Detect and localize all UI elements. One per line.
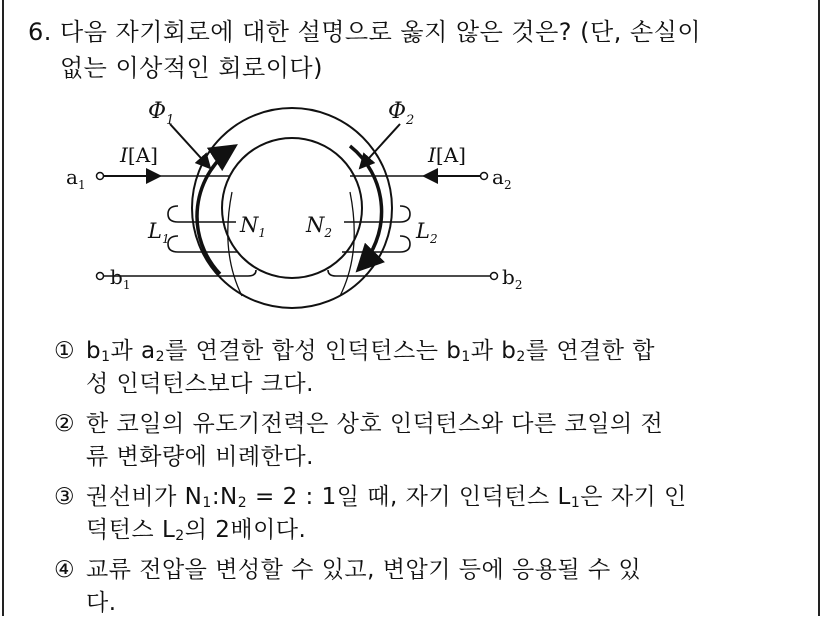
coil-right [328, 176, 490, 296]
terminal-b2 [491, 273, 498, 280]
option-3-number: ③ [54, 484, 76, 510]
label-L1: $L_1$ [148, 219, 170, 246]
phi1-pointer [170, 124, 210, 168]
label-phi2: $\Phi_2$ [388, 99, 415, 128]
option-4[interactable] [54, 554, 794, 620]
option-4-line-2: 다. [86, 590, 117, 616]
terminal-b1 [97, 273, 104, 280]
label-L2: $L_2$ [416, 219, 438, 246]
option-2-number: ② [54, 411, 76, 437]
option-1-line-1: $b_1$과 $a_2$를 연결한 합성 인덕턴스는 $b_1$과 $b_2$를 연결한 합 [86, 338, 656, 365]
label-N1: $N_1$ [240, 213, 267, 240]
core-inner-ring [222, 138, 362, 278]
option-3-line-1: 권선비가 $N_1:N_2 = 2$ : 1일 때, 자기 인덕턴스 $L_1$은 자기 인 [86, 484, 687, 511]
option-2[interactable] [54, 408, 794, 474]
label-a2: $a_2$ [492, 165, 512, 192]
option-3-line-2: 덕턴스 $L_2$의 2배이다. [86, 517, 307, 544]
option-2-line-1: 한 코일의 유도기전력은 상호 인덕턴스와 다른 코일의 전 [86, 411, 664, 437]
question-stem [28, 14, 798, 86]
option-1[interactable] [54, 335, 794, 401]
question-line-2: 없는 이상적인 회로이다) [60, 54, 323, 82]
label-a1: $a_1$ [66, 165, 86, 192]
label-N2: $N_2$ [306, 213, 333, 240]
option-4-number: ④ [54, 557, 76, 583]
label-phi1: $\Phi_1$ [148, 99, 175, 128]
option-2-line-2: 류 변화량에 비례한다. [86, 444, 314, 470]
terminal-a2 [481, 173, 488, 180]
label-b2: $b_2$ [502, 265, 523, 292]
option-1-line-2: 성 인덕턴스보다 크다. [86, 371, 314, 397]
option-1-number: ① [54, 338, 76, 364]
answer-options [54, 335, 794, 627]
label-b1: $b_1$ [110, 265, 131, 292]
option-4-line-1: 교류 전압을 변성할 수 있고, 변압기 등에 응용될 수 있 [86, 557, 642, 583]
option-3[interactable] [54, 481, 794, 547]
terminal-a1 [97, 173, 104, 180]
label-current-right: I[A] [428, 143, 466, 167]
question-line-1: 6. 다음 자기회로에 대한 설명으로 옳지 않은 것은? (단, 손실이 [28, 18, 702, 46]
magnetic-circuit-figure [60, 88, 530, 324]
label-current-left: I[A] [120, 143, 158, 167]
